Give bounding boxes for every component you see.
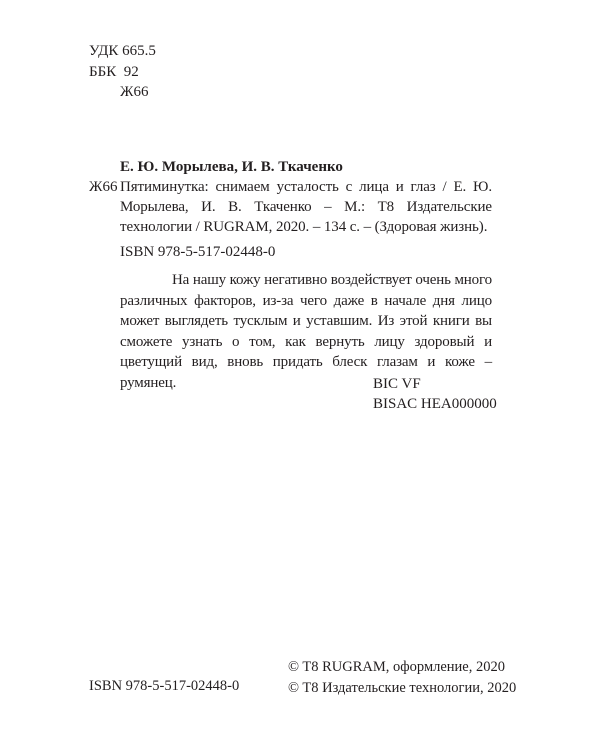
annotation-paragraph: На нашу кожу негативно воздействует очень много различных факторов, из-за чего даже в начале дня лицо может выглядеть тусклым и уставшим. Из этой книги вы сможете узнать о том, как вернуть лицу здоровый и цветущий вид, вновь придать блеск глазам и коже – румянец. [120, 272, 492, 391]
isbn-record: ISBN 978-5-517-02448-0 [120, 244, 276, 260]
isbn-footer: ISBN 978-5-517-02448-0 [89, 678, 240, 694]
copyright-t8: © T8 Издательские технологии, 2020 [288, 679, 517, 696]
classification-block [89, 41, 156, 103]
author-mark: Ж66 [120, 84, 149, 100]
copyright-rugram: © T8 RUGRAM, оформление, 2020 [288, 659, 505, 675]
catalog-author-mark: Ж66 [89, 179, 118, 195]
bbk-code: ББК 92 [89, 63, 139, 80]
udk-code: УДК 665.5 [89, 43, 156, 59]
copyright-block [288, 657, 516, 698]
bisac-code: BISAC HEA000000 [373, 396, 497, 412]
subject-codes [373, 374, 497, 414]
bic-code: BIC VF [373, 376, 421, 392]
bibliographic-description: Пятиминутка: снимаем усталость с лица и глаз / Е. Ю. Морылева, И. В. Ткаченко – М.: T8 Издательские технологии / RUGRAM, 2020. – 134 с. – (Здоровая жизнь). [120, 179, 492, 235]
authors-heading: Е. Ю. Морылева, И. В. Ткаченко [120, 159, 343, 175]
